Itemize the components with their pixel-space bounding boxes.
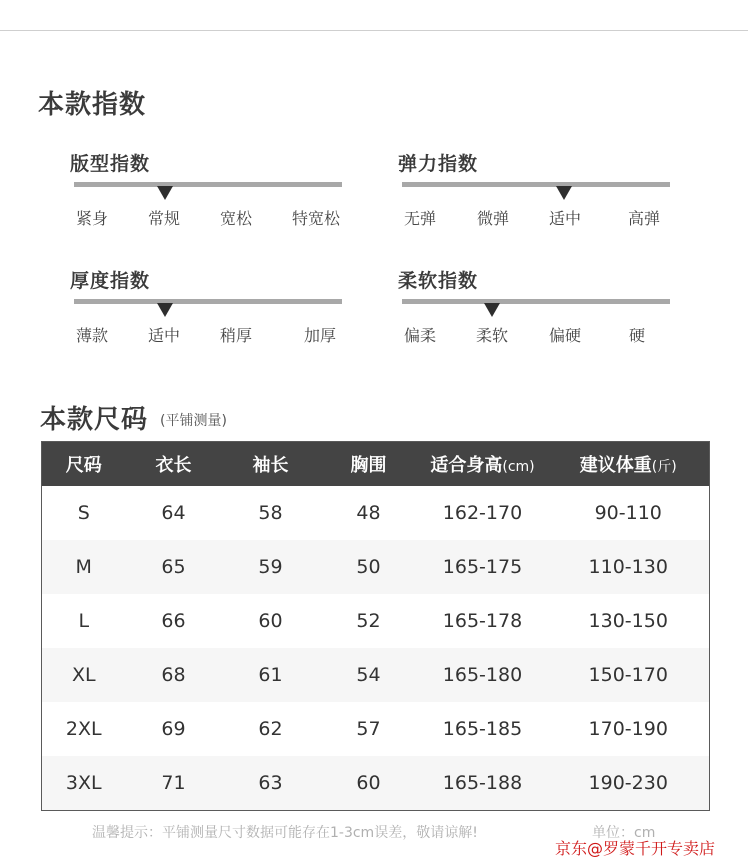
table-cell: 170-190 xyxy=(588,718,668,740)
table-cell: 71 xyxy=(126,756,222,811)
header-label: 适合身高 xyxy=(430,455,503,476)
indicator-marker-icon xyxy=(556,186,572,200)
measurement-tip: 温馨提示：平铺测量尺寸数据可能存在1-3cm误差，敬请谅解! xyxy=(92,825,478,841)
size-table xyxy=(41,441,710,811)
table-cell: 165-180 xyxy=(418,648,548,702)
header-chest xyxy=(320,442,418,487)
indicator-title: 弹力指数 xyxy=(398,153,479,175)
indicator-label: 紧身 xyxy=(76,209,109,228)
table-cell: S xyxy=(77,502,90,524)
indicator-label: 适中 xyxy=(549,209,582,228)
table-cell: 150-170 xyxy=(548,648,710,702)
table-cell: 57 xyxy=(356,718,381,740)
indicator-label: 特宽松 xyxy=(292,209,341,228)
indicator-track xyxy=(74,299,342,304)
header-label: 袖长 xyxy=(252,455,289,476)
indicator-track xyxy=(402,182,670,187)
table-row xyxy=(42,702,710,756)
table-cell: 130-150 xyxy=(588,610,668,632)
table-cell: 61 xyxy=(222,648,320,702)
table-cell: 59 xyxy=(222,540,320,594)
size-section-subtitle: (平铺测量) xyxy=(160,413,227,429)
indicator-title: 柔软指数 xyxy=(398,270,479,292)
table-cell: 64 xyxy=(161,502,186,524)
table-cell: L xyxy=(78,610,90,632)
header-sleeve xyxy=(222,442,320,487)
indicator-label: 宽松 xyxy=(220,209,253,228)
indicator-label: 偏硬 xyxy=(549,326,582,345)
indicator-label: 适中 xyxy=(148,326,181,345)
indicator-marker-icon xyxy=(484,303,500,317)
indicator-elasticity xyxy=(398,149,670,249)
header-label: 建议体重 xyxy=(579,455,652,476)
indicator-fit xyxy=(70,149,342,249)
indicator-label: 柔软 xyxy=(476,326,509,345)
header-label: 胸围 xyxy=(350,455,387,476)
indicator-softness xyxy=(398,266,670,366)
table-cell: 65 xyxy=(126,540,222,594)
store-watermark: 京东@罗蒙千开专卖店 xyxy=(555,839,716,858)
table-cell: 62 xyxy=(258,718,283,740)
table-cell: 165-188 xyxy=(418,756,548,811)
indicator-label: 常规 xyxy=(148,209,181,228)
table-cell: 190-230 xyxy=(548,756,710,811)
table-cell: 60 xyxy=(320,756,418,811)
table-cell: 3XL xyxy=(42,756,126,811)
table-cell: 110-130 xyxy=(548,540,710,594)
table-cell: 69 xyxy=(161,718,186,740)
indicator-label: 硬 xyxy=(629,326,646,345)
table-cell: 90-110 xyxy=(594,502,662,524)
header-length xyxy=(126,442,222,487)
indicator-label: 偏柔 xyxy=(404,326,437,345)
table-cell: 2XL xyxy=(65,718,102,740)
table-cell: 54 xyxy=(320,648,418,702)
table-row xyxy=(42,594,710,648)
table-cell: 68 xyxy=(126,648,222,702)
table-cell: XL xyxy=(42,648,126,702)
table-cell: 50 xyxy=(320,540,418,594)
header-label: 尺码 xyxy=(65,455,102,476)
indicator-label: 稍厚 xyxy=(220,326,253,345)
table-row xyxy=(42,648,710,702)
table-row xyxy=(42,756,710,811)
indicator-marker-icon xyxy=(157,303,173,317)
header-unit: (cm) xyxy=(502,459,535,475)
indicator-label: 微弹 xyxy=(477,209,510,228)
table-cell: 165-178 xyxy=(442,610,523,632)
table-cell: 52 xyxy=(356,610,381,632)
table-row xyxy=(42,486,710,540)
indicator-thickness xyxy=(70,266,342,366)
indicator-title: 厚度指数 xyxy=(70,270,151,292)
header-weight xyxy=(548,442,710,487)
table-cell: 165-175 xyxy=(418,540,548,594)
indicator-track xyxy=(402,299,670,304)
indicator-marker-icon xyxy=(157,186,173,200)
header-label: 衣长 xyxy=(155,455,192,476)
table-cell: 162-170 xyxy=(442,502,523,524)
index-section-title: 本款指数 xyxy=(38,90,147,120)
indicator-label: 无弹 xyxy=(404,209,437,228)
header-height xyxy=(418,442,548,487)
unit-note: 单位：cm xyxy=(592,825,656,841)
header-size xyxy=(42,442,126,487)
table-cell: 60 xyxy=(258,610,283,632)
table-header-row xyxy=(42,442,710,487)
table-cell: 63 xyxy=(222,756,320,811)
size-section-title: 本款尺码 xyxy=(40,405,149,435)
indicator-title: 版型指数 xyxy=(70,153,151,175)
top-divider xyxy=(0,30,748,31)
indicator-track xyxy=(74,182,342,187)
table-cell: 165-185 xyxy=(442,718,523,740)
indicator-label: 加厚 xyxy=(304,326,337,345)
table-row xyxy=(42,540,710,594)
header-unit: (斤) xyxy=(651,459,677,475)
indicator-label: 高弹 xyxy=(628,209,661,228)
table-cell: 58 xyxy=(258,502,283,524)
table-cell: 66 xyxy=(161,610,186,632)
table-cell: 48 xyxy=(356,502,381,524)
table-cell: M xyxy=(42,540,126,594)
indicator-label: 薄款 xyxy=(76,326,109,345)
